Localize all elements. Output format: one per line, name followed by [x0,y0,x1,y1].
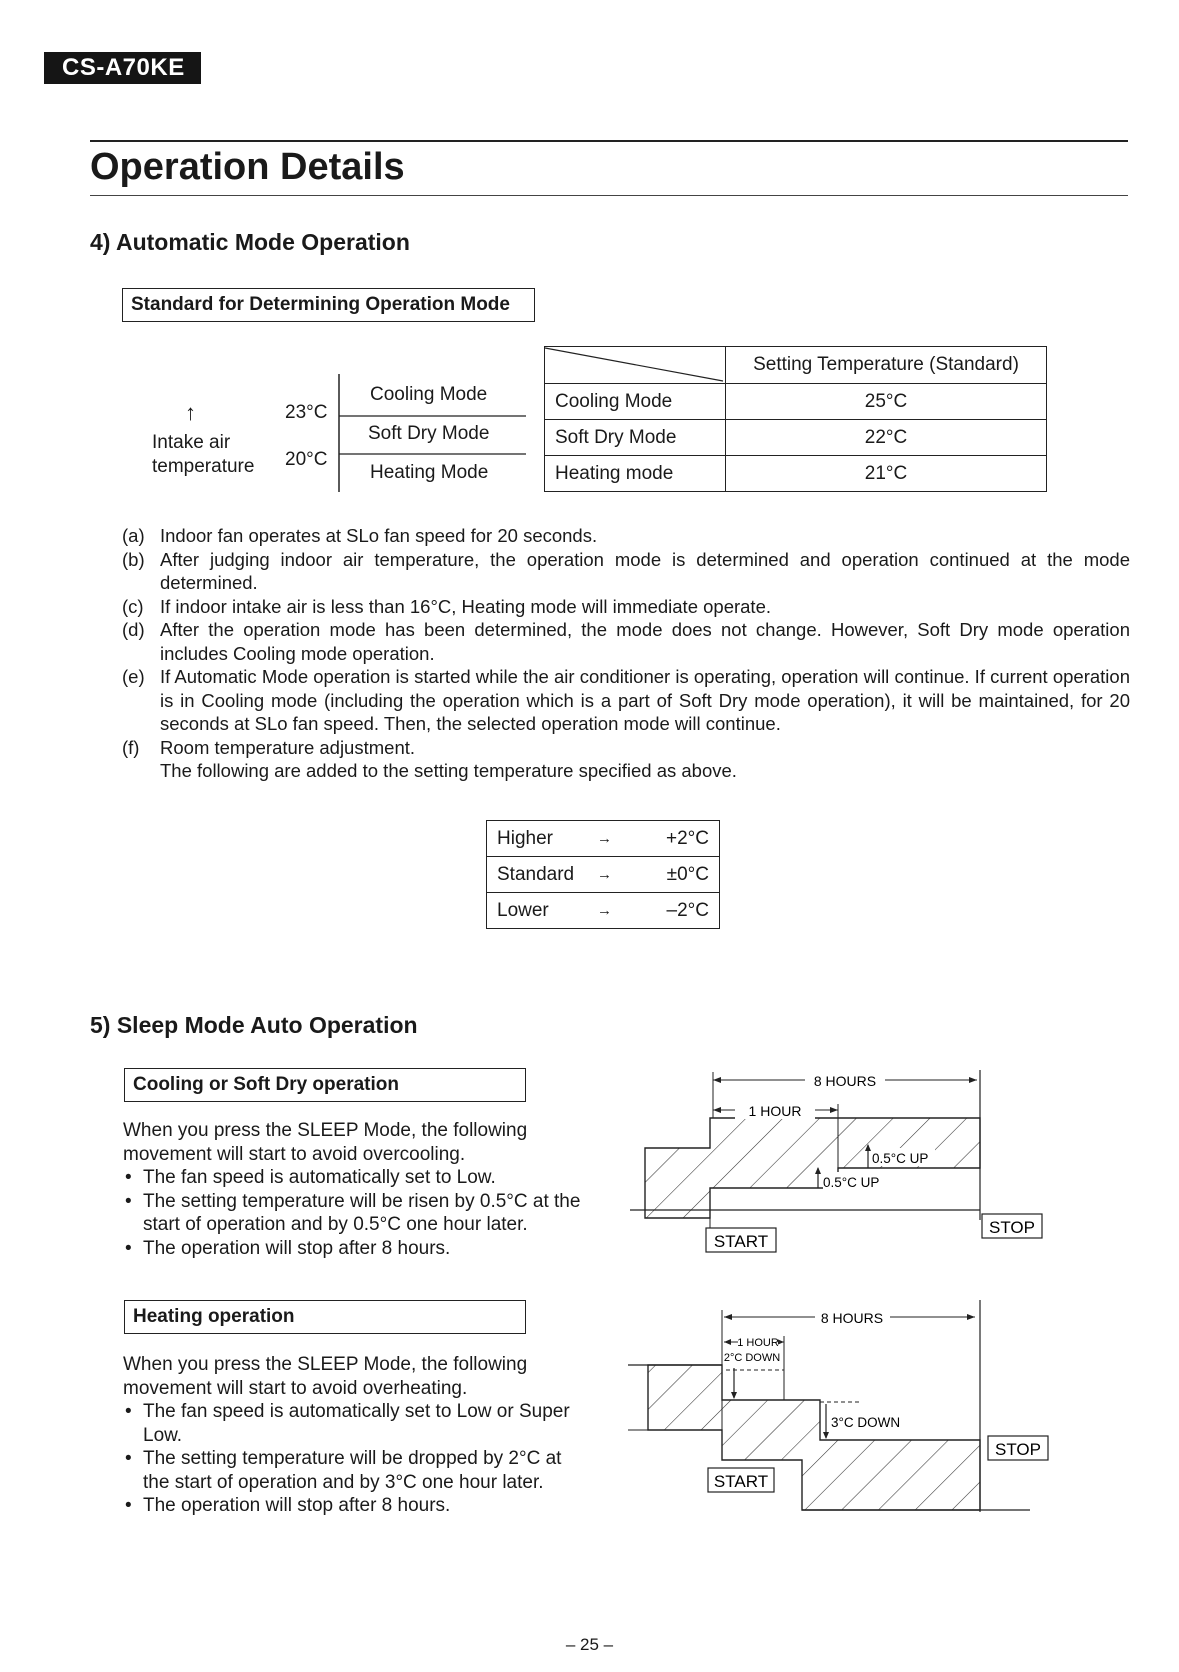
table-row [545,456,1047,492]
heating-drop-1: 2°C DOWN [723,1352,781,1364]
heating-step-label: 1 HOUR [737,1337,779,1349]
page-title: Operation Details [90,146,405,188]
threshold-high: 23°C [285,402,328,423]
adjust-value: ±0°C [634,857,719,893]
table-cell-mode: Soft Dry Mode [545,420,726,456]
scale-mode-softdry: Soft Dry Mode [368,423,490,444]
heating-start-label: START [713,1472,769,1491]
table-cell-temp: 25°C [726,384,1047,420]
cooling-step-label: 1 HOUR [748,1103,802,1119]
heating-box-label: Heating operation [124,1300,526,1334]
table-cell-temp: 22°C [726,420,1047,456]
list-item: • The fan speed is automatically set to Low or Super Low. [123,1400,593,1447]
title-rule-top [90,140,1128,142]
heating-bullets [123,1400,593,1518]
list-item: • The operation will stop after 8 hours. [123,1494,593,1518]
scale-mode-cooling: Cooling Mode [370,384,488,405]
diagonal-line [545,347,725,383]
table-cell-mode: Cooling Mode [545,384,726,420]
list-item: • The setting temperature will be risen by 0.5°C at the start of operation and by 0.5°C one hour later. [123,1190,593,1237]
cooling-box-label: Cooling or Soft Dry operation [124,1068,526,1102]
notes-list [122,524,1130,783]
arrow-right-icon: → [587,893,634,929]
table-row [487,821,720,857]
cooling-start-label: START [713,1232,769,1251]
table-row [487,893,720,929]
standard-box-label: Standard for Determining Operation Mode [122,288,535,322]
model-badge: CS-A70KE [44,52,201,84]
heating-total-label: 8 HOURS [820,1310,884,1326]
list-item: (f) Room temperature adjustment. [122,736,416,758]
cooling-bullets [123,1166,593,1260]
table-cell-temp: 21°C [726,456,1047,492]
scale-axis-label-1: Intake air [152,432,231,453]
arrow-right-icon: → [587,857,634,893]
cooling-intro: When you press the SLEEP Mode, the following movement will start to avoid overcooling. [123,1120,528,1165]
page-number: – 25 – [565,1635,614,1654]
cooling-description [123,1119,593,1260]
adjust-level: Higher [487,821,588,857]
list-item: (c) If indoor intake air is less than 16°C, Heating mode will immediate operate. [122,595,772,617]
list-item: (b) After judging indoor air temperature, the operation mode is determined and operation continued at the mode determined. [122,548,1130,593]
adjust-level: Lower [487,893,588,929]
arrow-right-icon: → [587,821,634,857]
adjust-level: Standard [487,857,588,893]
heating-intro: When you press the SLEEP Mode, the following movement will start to avoid overheating. [123,1354,528,1399]
cooling-total-label: 8 HOURS [813,1073,877,1089]
table-row [545,420,1047,456]
list-item: • The operation will stop after 8 hours. [123,1237,593,1261]
heating-description [123,1353,593,1518]
cooling-sleep-diagram [620,1060,1060,1260]
adjustment-table [486,820,720,929]
title-rule-bottom [90,195,1128,196]
table-row [545,384,1047,420]
list-item: (a) Indoor fan operates at SLo fan speed for 20 seconds. [122,525,598,546]
cooling-stop-label: STOP [989,1218,1035,1237]
table-cell-mode: Heating mode [545,456,726,492]
list-item: • The fan speed is automatically set to Low. [123,1166,593,1190]
table-header: Setting Temperature (Standard) [726,347,1047,384]
adjust-value: –2°C [634,893,719,929]
table-corner-cell [545,347,726,384]
heating-drop-2: 3°C DOWN [831,1415,901,1430]
list-item: The following are added to the setting temperature specified as above. [160,760,737,781]
list-item: (d) After the operation mode has been determined, the mode does not change. However, Soft Dry mode operation includes Cooling mode operation. [122,619,1130,664]
heating-stop-label: STOP [995,1440,1041,1459]
setting-temperature-table [544,346,1047,492]
list-item: • The setting temperature will be dropped by 2°C at the start of operation and by 3°C one hour later. [123,1447,593,1494]
list-item: (e) If Automatic Mode operation is started while the air conditioner is operating, operation will continue. If current operation is in Cooling mode (including the operation which is a part of Soft Dry mode operation), it will be maintained, for 20 seconds at SLo fan speed. Then, the selected operation mode will continue. [122,666,1130,734]
up-arrow-icon: ↑ [185,400,196,425]
adjust-value: +2°C [634,821,719,857]
scale-mode-heating: Heating Mode [370,462,489,483]
scale-axis-label-2: temperature [152,456,255,477]
auto-mode-heading: 4) Automatic Mode Operation [90,229,410,255]
sleep-mode-heading: 5) Sleep Mode Auto Operation [90,1012,418,1038]
cooling-rise-2: 0.5°C UP [872,1151,929,1166]
heating-sleep-diagram [620,1290,1060,1520]
table-row [487,857,720,893]
cooling-rise-1: 0.5°C UP [823,1175,880,1190]
threshold-low: 20°C [285,449,328,470]
